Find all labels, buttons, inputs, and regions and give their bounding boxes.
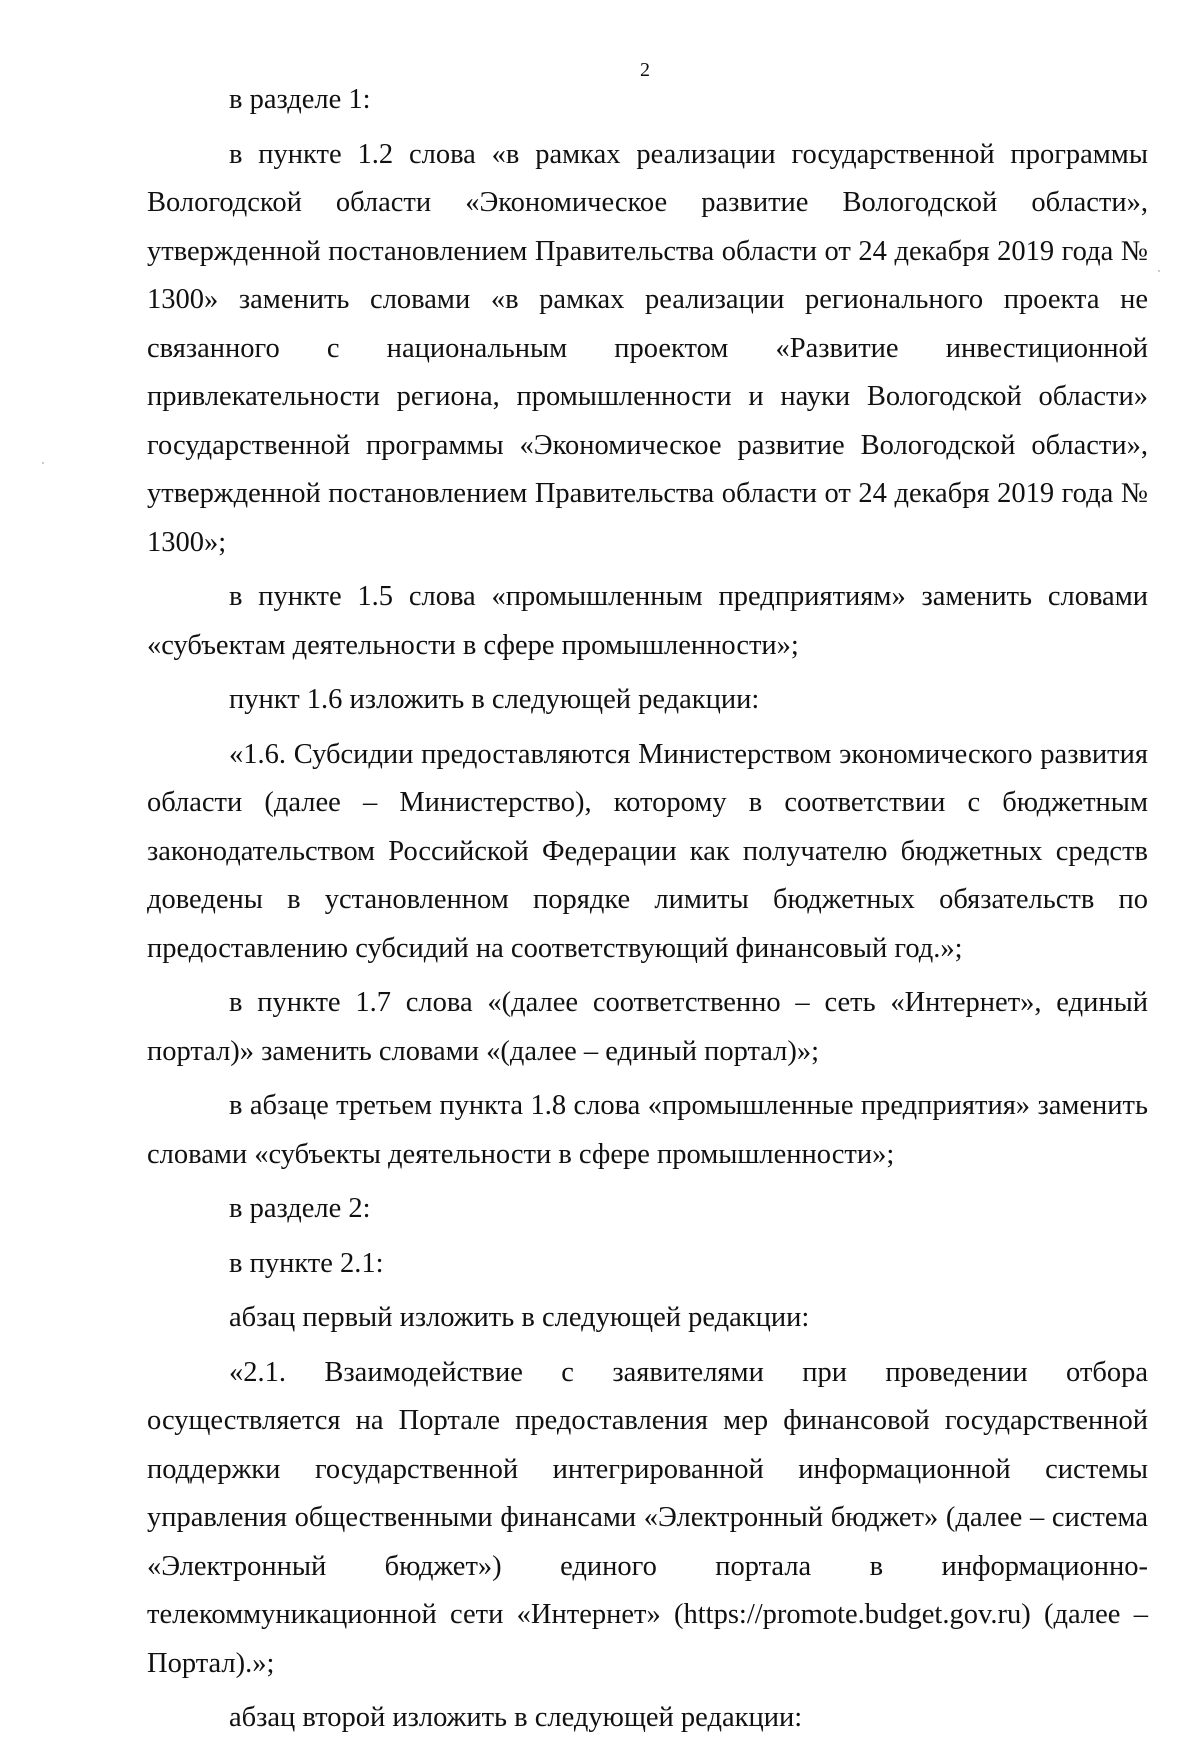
paragraph-first-abzac: абзац первый изложить в следующей редакции: (229, 1302, 810, 1333)
paragraph-section-2: в разделе 2: (229, 1193, 371, 1224)
paragraph-item-1-5: в пункте 1.5 слова «промышленным предприятиям» заменить словами «субъектам деятельности в сфере промышленности»; (147, 581, 1148, 661)
paragraph-item-1-6-text: «1.6. Субсидии предоставляются Министерством экономического развития области (далее – Министерство), которому в соответствии с бюджетным законодательством Российской Федерации как получателю бюджетных средств доведены в установленном порядке лимиты бюджетных обязательств по предоставлению субсидий на соответствующий финансовый год.»; (147, 738, 1148, 964)
paragraph-item-1-2: в пункте 1.2 слова «в рамках реализации государственной программы Вологодской области «Экономическое развитие Вологодской области», утвержденной постановлением Правительства области от 24 декабря 2019 года № 1300» заменить словами «в рамках реализации регионального проекта не связанного с национальным проектом «Развитие инвестиционной привлекательности региона, промышленности и науки Вологодской области» государственной программы «Экономическое развитие Вологодской области», утвержденной постановлением Правительства области от 24 декабря 2019 года № 1300»; (147, 138, 1148, 558)
paragraph-item-2-1: в пункте 2.1: (229, 1247, 384, 1279)
paragraph-item-1-6-intro: пункт 1.6 изложить в следующей редакции: (229, 684, 760, 715)
paragraph-section-1: в разделе 1: (229, 84, 371, 115)
document-body (147, 76, 1148, 1743)
paragraph-second-abzac: абзац второй изложить в следующей редакции: (229, 1702, 803, 1733)
scan-speck (42, 462, 44, 464)
paragraph-item-1-8: в абзаце третьем пункта 1.8 слова «промышленные предприятия» заменить словами «субъекты деятельности в сфере промышленности»; (147, 1090, 1148, 1170)
paragraph-item-2-1-text: «2.1. Взаимодействие с заявителями при проведении отбора осуществляется на Портале предоставления мер финансовой государственной поддержки государственной интегрированной информационной системы управления общественными финансами «Электронный бюджет» (далее – система «Электронный бюджет») единого портала в информационно-телекоммуникационной сети «Интернет» (https://promote.budget.gov.ru) (далее – Портал).»; (147, 1356, 1148, 1679)
scan-speck (1158, 270, 1160, 272)
page-number: 2 (640, 59, 650, 81)
paragraph-item-1-7: в пункте 1.7 слова «(далее соответственно – сеть «Интернет», единый портал)» заменить словами «(далее – единый портал)»; (147, 987, 1148, 1067)
